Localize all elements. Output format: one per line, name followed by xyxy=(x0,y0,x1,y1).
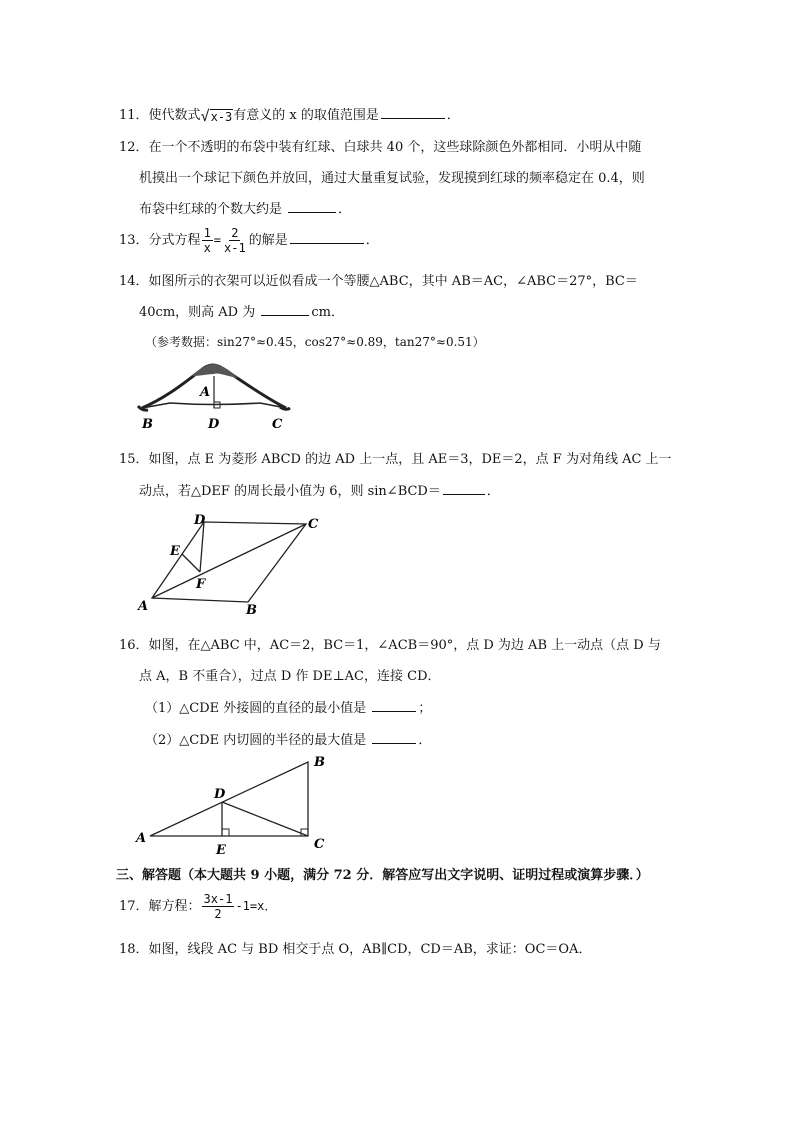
label-C: C xyxy=(314,837,325,852)
answer-blank[interactable] xyxy=(443,482,485,495)
question-15-line1: 15．如图，点 E 为菱形 ABCD 的边 AD 上一点，且 AE＝3，DE＝2，点 F 为对角线 AC 上一 xyxy=(119,452,672,467)
question-13: 13．分式方程 $\frac{1}{x}$ = $\frac{2}{x-1}$ 的解是 ． xyxy=(119,226,379,255)
answer-blank[interactable] xyxy=(372,699,416,712)
question-16-line2: 点 A，B 不重合），过点 D 作 DE⊥AC，连接 CD． xyxy=(139,669,441,684)
question-11: 11．使代数式√x-3有意义的 x 的取值范围是 ． xyxy=(119,106,460,125)
question-16-part1: （1）△CDE 外接圆的直径的最小值是 ； xyxy=(145,701,432,716)
question-18: 18．如图，线段 AC 与 BD 相交于点 O，AB∥CD，CD＝AB，求证：OC＝OA． xyxy=(119,942,592,957)
label-B: B xyxy=(246,603,257,618)
label-F: F xyxy=(196,577,206,592)
question-12-line2: 机摸出一个球记下颜色并放回，通过大量重复试验，发现摸到红球的频率稳定在 0.4，则 xyxy=(139,171,645,186)
answer-blank[interactable] xyxy=(261,303,309,316)
question-12-line3: 布袋中红球的个数大约是 ． xyxy=(139,202,352,217)
label-C: C xyxy=(308,517,319,532)
label-D: D xyxy=(194,513,206,528)
label-E: E xyxy=(170,544,180,559)
label-A: A xyxy=(200,385,211,400)
answer-blank[interactable] xyxy=(372,731,416,744)
question-16-part2: （2）△CDE 内切圆的半径的最大值是 ． xyxy=(145,733,432,748)
question-15-line2: 动点，若△DEF 的周长最小值为 6，则 sin∠BCD＝ ． xyxy=(139,484,500,499)
hanger-figure xyxy=(130,356,300,436)
question-16-line1: 16．如图，在△ABC 中，AC＝2，BC＝1，∠ACB＝90°，点 D 为边 AB 上一动点（点 D 与 xyxy=(119,638,661,653)
reference-data: （参考数据：sin27°≈0.45，cos27°≈0.89，tan27°≈0.51） xyxy=(145,335,485,349)
label-A: A xyxy=(138,599,149,614)
label-B: B xyxy=(314,755,325,770)
question-14-line2: 40cm，则高 AD 为 cm． xyxy=(139,305,344,320)
label-B: B xyxy=(142,417,153,432)
label-D: D xyxy=(214,787,226,802)
section-3-heading: 三、解答题（本大题共 9 小题，满分 72 分．解答应写出文字说明、证明过程或演算步骤．） xyxy=(116,868,649,883)
answer-blank[interactable] xyxy=(381,106,445,119)
sqrt-expression: √x-3 xyxy=(200,106,233,125)
fraction-left: $\frac{1}{x}$ xyxy=(203,226,211,255)
answer-blank[interactable] xyxy=(290,231,364,244)
label-C: C xyxy=(272,417,283,432)
label-A: A xyxy=(136,831,147,846)
triangle-figure xyxy=(130,752,330,856)
question-17: 17．解方程： $\frac{3x-1}{2}$ -1=x． xyxy=(119,892,277,921)
question-14-line1: 14．如图所示的衣架可以近似看成一个等腰△ABC，其中 AB＝AC，∠ABC＝27°，BC＝ xyxy=(119,274,638,289)
answer-blank[interactable] xyxy=(288,200,336,213)
fraction: $\frac{3x-1}{2}$ xyxy=(203,892,233,921)
label-E: E xyxy=(216,843,226,856)
question-12-line1: 12．在一个不透明的布袋中装有红球、白球共 40 个，这些球除颜色外都相同．小明从中随 xyxy=(119,140,642,155)
fraction-right: $\frac{2}{x-1}$ xyxy=(224,226,246,255)
rhombus-figure xyxy=(130,506,330,618)
label-D: D xyxy=(208,417,220,432)
